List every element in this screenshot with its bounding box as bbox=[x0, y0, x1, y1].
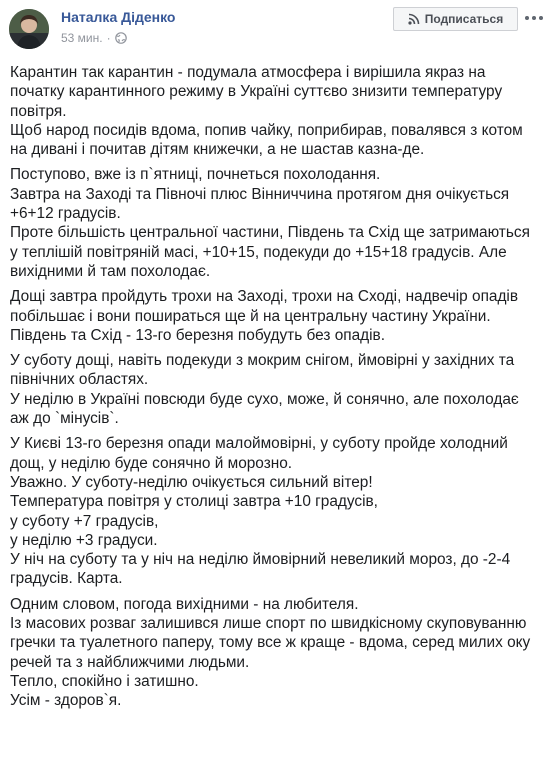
post-text-line: у неділю +3 градуси. bbox=[10, 531, 158, 549]
post-text-line: +6+12 градусів. bbox=[10, 205, 121, 223]
post-text-line: У неділю в Україні повсюди буде сухо, може, й сонячно, але похолодає bbox=[10, 390, 519, 408]
post-text-line: Дощі завтра пройдуть трохи на Заході, трохи на Сході, надвечір опадів bbox=[10, 288, 519, 306]
post-text-line: Щоб народ посидів вдома, попив чайку, поприбирав, повалявся з котом bbox=[10, 121, 523, 139]
post-text-line: У суботу дощі, навіть подекуди з мокрим снігом, ймовірні у західних та bbox=[10, 352, 515, 370]
post-text-line: вихідними й там похолодає. bbox=[10, 262, 211, 280]
post-text-line: Одним словом, погода вихідними - на любителя. bbox=[10, 595, 359, 613]
post-text-line: Проте більшість центральної частини, Південь та Схід ще затримаються bbox=[10, 224, 530, 242]
post-text-line: аж до `мінусів`. bbox=[10, 410, 119, 428]
post-text-line: Південь та Схід - 13-го березня побудуть без опадів. bbox=[10, 326, 385, 344]
post-text-line: на дивані і почитав дітям книжечки, а не шастав казна-де. bbox=[10, 141, 425, 159]
post-text-line: дощ, у неділю буде сонячно й морозно. bbox=[10, 454, 293, 472]
avatar-image bbox=[9, 9, 49, 49]
post-text-line: Завтра на Заході та Півночі плюс Вінниччина протягом дня очікується bbox=[10, 185, 510, 203]
post-paragraph bbox=[10, 351, 530, 428]
author-name[interactable]: Наталка Діденко bbox=[61, 9, 176, 25]
more-dot bbox=[532, 16, 536, 20]
post-text-line: Температура повітря у столиці завтра +10 градусів, bbox=[10, 493, 378, 511]
meta-separator: · bbox=[106, 31, 111, 45]
post-text-line: Поступово, вже із п`ятниці, почнеться похолодання. bbox=[10, 166, 381, 184]
post-paragraph bbox=[10, 434, 530, 588]
post-text-line: гречки та туалетного паперу, тому все ж краще - вдома, серед милих оку bbox=[10, 634, 531, 652]
post-text-line: Усім - здоров`я. bbox=[10, 692, 122, 710]
post-text-line: у суботу +7 градусів, bbox=[10, 512, 159, 530]
post-timestamp[interactable]: 53 мин. bbox=[61, 31, 103, 45]
post-text-line: У Києві 13-го березня опади малоймовірні, у суботу пройде холодний bbox=[10, 435, 508, 453]
post-text-line: побільшає і вони пошираться ще й на центральну частину України. bbox=[10, 307, 491, 325]
post-meta bbox=[61, 31, 127, 45]
author-avatar[interactable] bbox=[9, 9, 49, 49]
post-paragraph bbox=[10, 165, 530, 281]
post-text-line: Тепло, спокійно і затишно. bbox=[10, 672, 199, 690]
post-text-line: У ніч на суботу та у ніч на неділю ймовірний невеликий мороз, до -2-4 bbox=[10, 551, 511, 569]
rss-icon bbox=[408, 13, 420, 25]
more-dot bbox=[525, 16, 529, 20]
post-text-line: Уважно. У суботу-неділю очікується сильний вітер! bbox=[10, 473, 373, 491]
post-paragraph bbox=[10, 63, 530, 159]
post-text-line: Карантин так карантин - подумала атмосфера і вирішила якраз на bbox=[10, 64, 486, 81]
subscribe-label: Подписаться bbox=[424, 12, 504, 26]
post-text-line: Із масових розваг залишився лише спорт по швидкісному скуповуванню bbox=[10, 615, 527, 633]
globe-icon[interactable] bbox=[115, 32, 127, 44]
post-text-line: повітря. bbox=[10, 102, 67, 120]
more-dot bbox=[539, 16, 543, 20]
post-text-line: початку карантинного режиму в Україні суттєво знизити температуру bbox=[10, 83, 503, 101]
post-body bbox=[10, 63, 530, 717]
post-paragraph bbox=[10, 595, 530, 711]
post-text-line: північних областях. bbox=[10, 371, 149, 389]
post-text-line: речей та з найближчими людьми. bbox=[10, 653, 250, 671]
more-options-icon[interactable] bbox=[525, 13, 543, 23]
post-header bbox=[0, 0, 548, 60]
post-text-line: градусів. Карта. bbox=[10, 570, 123, 588]
post-text-line: у теплішій повітряній масі, +10+15, подекуди до +15+18 градусів. Але bbox=[10, 243, 507, 261]
subscribe-button[interactable] bbox=[393, 7, 518, 31]
post-paragraph bbox=[10, 287, 530, 345]
